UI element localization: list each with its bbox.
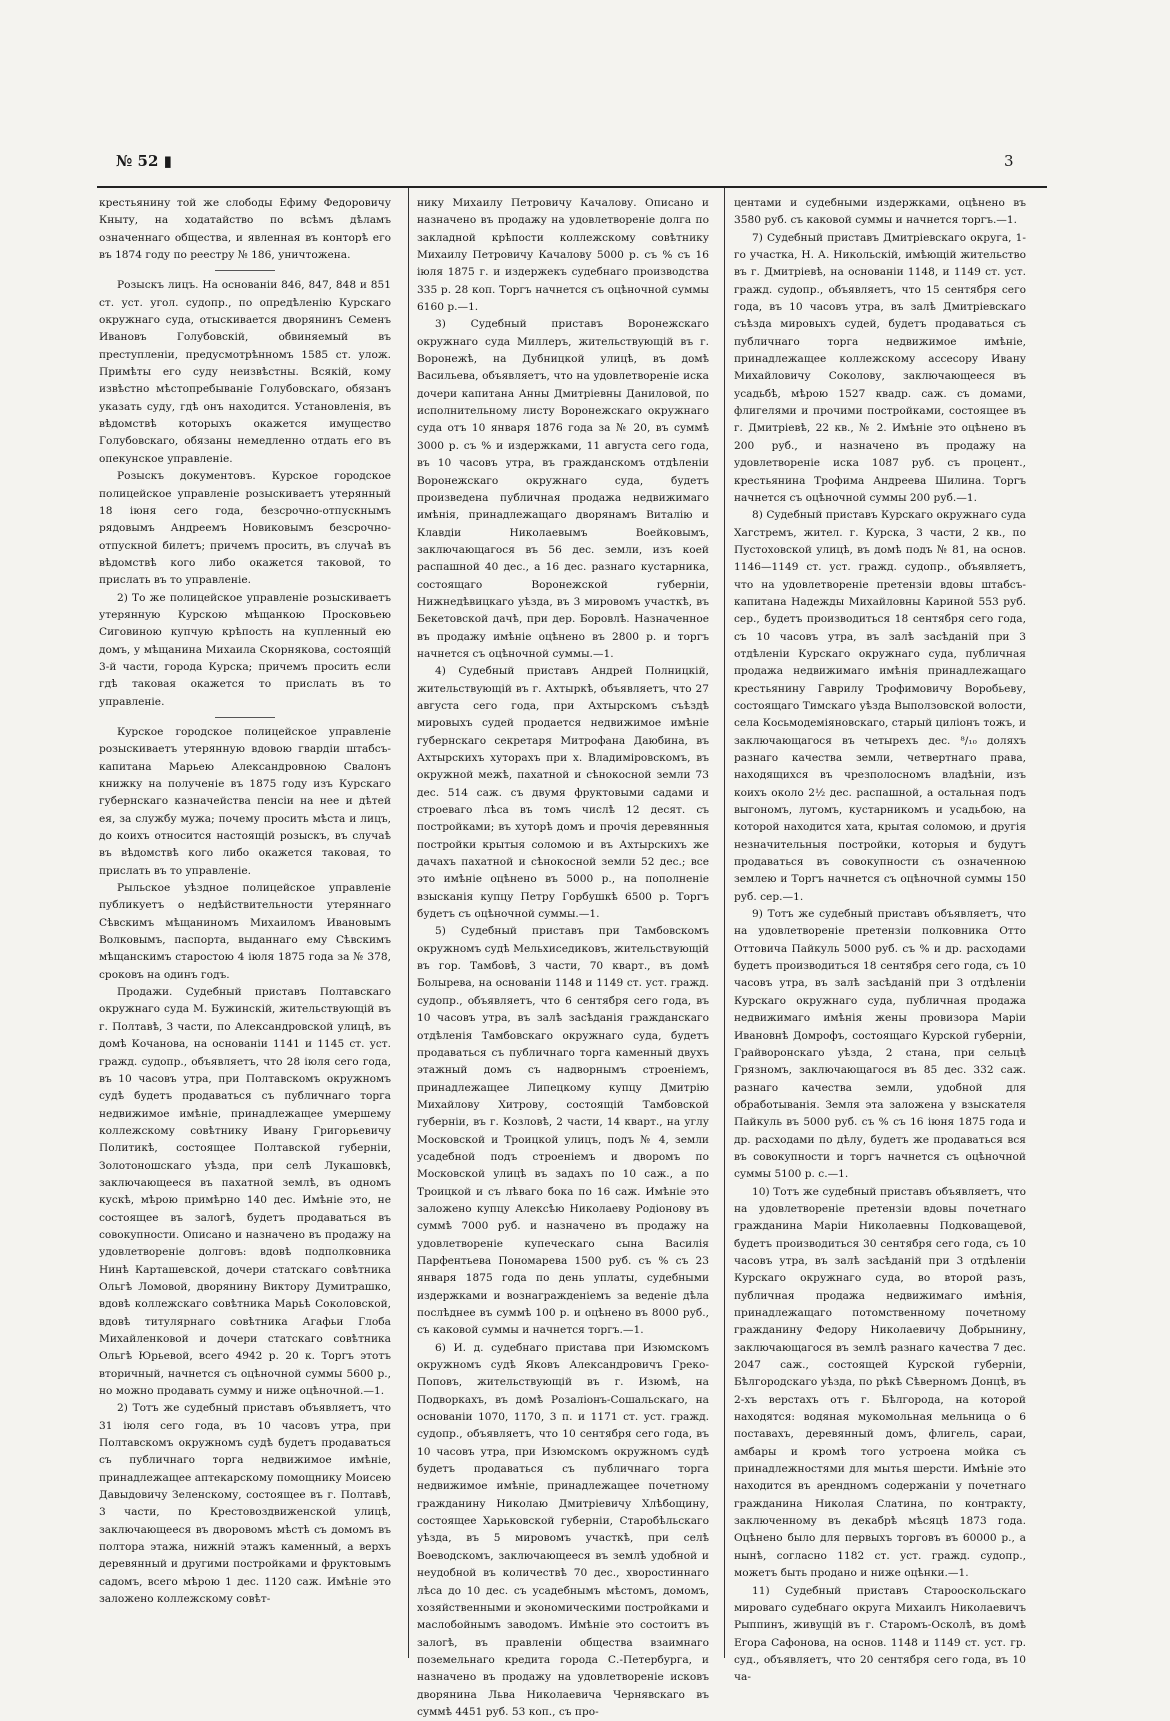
paragraph: 2) Тотъ же судебный приставъ объявляетъ, что 31 іюля сего года, въ 10 часовъ утра, при Полтавскомъ окружномъ судѣ будетъ продаваться съ публичнаго торга недвижимое имѣніе, принадлежащее аптекарскому помощнику Моисею Давыдовичу Зеленскому, состоящее въ г. Полтавѣ, 3 части, по Крестовоздвиженской улицѣ, заключающееся въ дворовомъ мѣстѣ съ домомъ въ полтора этажа, нижній этажъ каменный, а верхъ деревянный и другими постройками и фруктовымъ садомъ, всего мѣрою 1 дес. 1120 саж. Имѣніе это заложено коллежскому совѣт- xyxy=(99,1402,391,1606)
column-1 xyxy=(99,195,391,1655)
paragraph: Продажи. Судебный приставъ Полтавскаго окружнаго суда М. Бужинскій, жительствующій въ г. Полтавѣ, 3 части, по Александровской улицѣ, въ домѣ Кочанова, на основаніи 1141 и 1145 ст. уст. гражд. судопр., объявляетъ, что 28 іюля сего года, въ 10 часовъ утра, при Полтавскомъ окружномъ судѣ будетъ продаваться съ публичнаго торга недвижимое имѣніе, принадлежащее умершему коллежскому совѣтнику Ивану Григорьевичу Политикѣ, состоящее Полтавской губерніи, Золотоношскаго уѣзда, при селѣ Лукашовкѣ, заключающееся въ пахатной землѣ, въ одномъ кускѣ, мѣрою примѣрно 140 дес. Имѣніе это, не состоящее въ залогѣ, будетъ продаваться въ совокупности. Описано и назначено въ продажу на удовлетвореніе долговъ: вдовѣ подполковника Нинѣ Карташевской, дочери статскаго совѣтника Ольгѣ Ломовой, дворянину Виктору Думитрашко, вдовѣ коллежскаго совѣтника Марьѣ Соколовской, вдовѣ титулярнаго совѣтника Агафьи Глоба Михайленковой и дочери статскаго совѣтника Ольгѣ Юрьевой, всего 4942 р. 20 к. Торгъ этотъ вторичный, начнется съ оцѣночной суммы 5600 р., но можно продавать сумму и ниже оцѣночной.—1. xyxy=(99,986,391,1398)
separator xyxy=(215,717,275,718)
paragraph: 3) Судебный приставъ Воронежскаго окружнаго суда Миллеръ, жительствующій въ г. Воронежѣ, на Дубницкой улицѣ, въ домѣ Васильева, объявляетъ, что на удовлетвореніе иска дочери капитана Анны Дмитріевны Даниловой, по исполнительному листу Воронежскаго окружнаго суда отъ 10 января 1876 года за № 20, въ суммѣ 3000 р. съ % и издержками, 11 августа сего года, въ 10 часовъ утра, въ гражданскомъ отдѣленіи Воронежскаго окружнаго суда, будетъ произведена публичная продажа недвижимаго имѣнія, принадлежащаго дворянамъ Виталію и Клавдіи Николаевымъ Воейковымъ, заключающагося въ 56 дес. земли, изъ коей распашной 40 дес., а 16 дес. разнаго кустарника, состоящаго Воронежской губерніи, Нижнедѣвицкаго уѣзда, въ 3 мировомъ участкѣ, въ Бекетовской дачѣ, при дер. Боровлѣ. Назначенное въ продажу имѣніе оцѣнено въ 2800 р. и торгъ начнется съ оцѣночной суммы.—1. xyxy=(417,318,709,660)
paragraph: 10) Тотъ же судебный приставъ объявляетъ, что на удовлетвореніе претензіи вдовы почетнаго гражданина Маріи Николаевны Подковащевой, будетъ производиться 30 сентября сего года, съ 10 часовъ утра, въ залѣ засѣданій при 3 отдѣленіи Курскаго окружнаго суда, во второй разъ, публичная продажа недвижимаго имѣнія, принадлежащаго потомственному почетному гражданину Федору Николаевичу Добрынину, заключающагося въ землѣ разнаго качества 7 дес. 2047 саж., состоящей Курской губерніи, Бѣлгородскаго уѣзда, по рѣкѣ Сѣверномъ Донцѣ, въ 2-хъ верстахъ отъ г. Бѣлгорода, на которой находятся: водяная мукомольная мельница о 6 поставахъ, деревянный домъ, флигель, сараи, амбары и кромѣ того устроена мойка съ принадлежностями для мытья шерсти. Имѣніе это находится въ арендномъ содержаніи у почетнаго гражданина Николая Слатина, по контракту, заключенному въ декабрѣ мѣсяцѣ 1873 года. Оцѣнено было для первыхъ торговъ въ 60000 р., а нынѣ, согласно 1182 ст. уст. гражд. судопр., можетъ быть продано и ниже оцѣнки.—1. xyxy=(734,1185,1026,1580)
paragraph: 8) Судебный приставъ Курскаго окружнаго суда Хагстремъ, жител. г. Курска, 3 части, 2 кв., по Пустоховской улицѣ, въ домѣ подъ № 81, на основ. 1146—1149 ст. уст. гражд. судопр., объявляетъ, что на удовлетвореніе претензіи вдовы штабсъ-капитана Надежды Михайловны Кариной 553 руб. сер., будетъ производиться 18 сентября сего года, съ 10 часовъ утра, въ залѣ засѣданій при 3 отдѣленіи Курскаго окружнаго суда, публичная продажа недвижимаго имѣнія принадлежащаго крестьянину Гаврилу Трофимовичу Воробьеву, состоящаго Тимскаго уѣзда Выползовской волости, села Косьмодеміяновскаго, старый циліонъ тожъ, и заключающагося въ четырехъ дес. ⁸/₁₀ доляхъ разнаго качества земли, четвертнаго права, находящихся въ чрезполосномъ владѣніи, изъ коихъ около 2½ дес. распашной, а остальная подъ выгономъ, лугомъ, кустарникомъ и усадьбою, на которой находится хата, крытая соломою, и другія незначительныя постройки, которыя и будутъ продаваться въ совокупности съ означенною землею и Торгъ начнется съ оцѣночной суммы 150 руб. сер.—1. xyxy=(734,509,1026,903)
column-3 xyxy=(734,195,1026,1684)
paragraph: Розыскъ лицъ. На основаніи 846, 847, 848 и 851 ст. уст. угол. судопр., по опредѣленію Курскаго окружнаго суда, отыскивается дворянинъ Семенъ Ивановъ Голубовскій, обвиняемый въ преступленіи, предусмотрѣнномъ 1585 ст. улож. Примѣты его суду неизвѣстны. Всякій, кому извѣстно мѣстопребываніе Голубовскаго, обязанъ указать суду, гдѣ онъ находится. Установленія, въ вѣдомствѣ которыхъ окажется имущество Голубовскаго, обязаны немедленно отдать его въ опекунское управленіе. xyxy=(99,279,391,465)
separator xyxy=(215,270,275,271)
paragraph: 6) И. д. судебнаго пристава при Изюмскомъ окружномъ судѣ Яковъ Александровичъ Греко-Поповъ, жительствующій въ г. Изюмѣ, на Подворкахъ, въ домѣ Розаліонъ-Сошальскаго, на основаніи 1070, 1170, 3 п. и 1171 ст. уст. гражд. судопр., объявляетъ, что 10 сентября сего года, въ 10 часовъ утра, при Изюмскомъ окружномъ судѣ будетъ продаваться съ публичнаго торга недвижимое имѣніе, принадлежащее почетному гражданину Николаю Дмитріевичу Хлѣбощину, состоящее Харьковской губерніи, Старобѣльскаго уѣзда, въ 5 мировомъ участкѣ, при селѣ Воеводскомъ, заключающееся въ землѣ удобной и неудобной въ количествѣ 70 дес., хворостиннаго лѣса до 10 дес. съ усадебнымъ мѣстомъ, домомъ, хозяйственными и экономическими постройками и маслобойнымъ заводомъ. Имѣніе это состоитъ въ залогѣ, въ правленіи общества взаимнаго поземельнаго кредита города С.-Петербурга, и назначено въ продажу на удовлетвореніе исковъ дворянина Льва Николаевича Чернявскаго въ суммѣ 4451 руб. 53 коп., съ про- xyxy=(417,1341,709,1718)
issue-number: № 52 ▮ xyxy=(116,152,172,170)
paragraph: крестьянину той же слободы Ефиму Федоровичу Кныту, на ходатайство по всѣмъ дѣламъ означеннаго общества, и явленная въ конторѣ его въ 1874 году по реестру № 186, уничтожена. xyxy=(99,197,391,262)
paragraph: Рыльское уѣздное полицейское управленіе публикуетъ о недѣйствительности утеряннаго Сѣвскимъ мѣщаниномъ Михаиломъ Ивановымъ Волковымъ, паспорта, выданнаго ему Сѣвскимъ мѣщанскимъ старостою 4 іюля 1875 года за № 378, сроковъ на одинъ годъ. xyxy=(99,882,391,981)
paragraph: нику Михаилу Петровичу Качалову. Описано и назначено въ продажу на удовлетвореніе долга по закладной крѣпости коллежскому совѣтнику Михаилу Петровичу Качалову 5000 р. съ % съ 16 іюля 1875 г. и издержекъ судебнаго производства 335 р. 28 коп. Торгъ начнется съ оцѣночной суммы 6160 р.—1. xyxy=(417,197,709,314)
paragraph: Розыскъ документовъ. Курское городское полицейское управленіе розыскиваетъ утерянный 18 іюня сего года, безсрочно-отпускнымъ рядовымъ Андреемъ Новиковымъ безсрочно-отпускной билетъ; причемъ просить, въ случаѣ въ вѣдомствѣ кого либо окажется таковой, то прислать въ то управленіе. xyxy=(99,470,391,587)
paragraph: центами и судебными издержками, оцѣнено въ 3580 руб. съ каковой суммы и начнется торгъ.—1. xyxy=(734,197,1026,227)
paragraph: 2) То же полицейское управленіе розыскиваетъ утерянную Курскою мѣщанкою Просковьею Сиговиною купчую крѣпость на купленный ею домъ, у мѣщанина Михаила Скорнякова, состоящій 3-й части, города Курска; причемъ просить если гдѣ таковая окажется то прислать въ то управленіе. xyxy=(99,591,391,708)
header-rule xyxy=(97,186,1047,188)
column-divider xyxy=(408,188,409,1658)
paragraph: Курское городское полицейское управленіе розыскиваетъ утерянную вдовою гвардіи штабсъ-капитана Марьею Александровною Свалонъ книжку на полученіе въ 1875 году изъ Курскаго губернскаго казначейства пенсіи на нее и дѣтей ея, за службу мужа; почему просить мѣста и лицъ, до коихъ относится настоящій розыскъ, въ случаѣ въ вѣдомствѣ кого либо окажется таковая, то прислать въ то управленіе. xyxy=(99,725,391,877)
paragraph: 7) Судебный приставъ Дмитріевскаго округа, 1-го участка, Н. А. Никольскій, имѣющій жительство въ г. Дмитріевѣ, на основаніи 1148, и 1149 ст. уст. гражд. судопр., объявляетъ, что 15 сентября сего года, въ 10 часовъ утра, въ залѣ Дмитріевскаго съѣзда мировыхъ судей, будетъ продаваться съ публичнаго торга недвижимое имѣніе, принадлежащее коллежскому ассесору Ивану Михайловичу Соколову, заключающееся въ усадьбѣ, мѣрою 1527 квадр. саж. съ домами, флигелями и прочими постройками, состоящее въ г. Дмитріевѣ, 22 кв., № 2. Имѣніе это оцѣнено въ 200 руб., и назначено въ продажу на удовлетвореніе иска 1087 руб. съ процент., крестьянина Трофима Андреева Шилина. Торгъ начнется съ оцѣночной суммы 200 руб.—1. xyxy=(734,231,1026,504)
paragraph: 4) Судебный приставъ Андрей Полницкій, жительствующій въ г. Ахтыркѣ, объявляетъ, что 27 августа сего года, при Ахтырскомъ съѣздѣ мировыхъ судей продается недвижимое имѣніе губернскаго секретаря Митрофана Даюбина, въ Ахтырскихъ хуторахъ при х. Владиміровскомъ, въ окружной межѣ, пахатной и сѣнокосной земли 73 дес. 514 саж. съ двумя фруктовыми садами и строеваго лѣса въ томъ числѣ 12 десят. съ постройками; въ хуторѣ домъ и прочія деревянныя постройки крытыя соломою и въ Ахтырскихъ же дачахъ пахатной и сѣнокосной земли 52 дес.; все это имѣніе оцѣнено въ 5000 р., на пополненіе взысканія купцу Петру Горбушкѣ 6500 р. Торгъ будетъ съ оцѣночной суммы.—1. xyxy=(417,665,709,921)
column-divider xyxy=(724,188,725,1658)
page-number: 3 xyxy=(1004,152,1014,170)
paragraph: 5) Судебный приставъ при Тамбовскомъ окружномъ судѣ Мельхиседиковъ, жительствующій въ гор. Тамбовѣ, 3 части, 70 кварт., въ домѣ Болырева, на основаніи 1148 и 1149 ст. уст. гражд. судопр., объявляетъ, что 6 сентября сего года, въ 10 часовъ утра, въ залѣ засѣданія гражданскаго отдѣленія Тамбовскаго окружнаго суда, будетъ продаваться съ публичнаго торга каменный двухъ этажный домъ съ надворнымъ строеніемъ, принадлежащее Липецкому купцу Дмитрію Михайлову Хитрову, состоящій Тамбовской губерніи, въ г. Козловѣ, 2 части, 14 кварт., на углу Московской и Троицкой улицъ, подъ № 4, земли усадебной подъ строеніемъ и дворомъ по Московской улицѣ въ задахъ по 10 саж., а по Троицкой и съ лѣваго бока по 16 саж. Имѣніе это заложено купцу Алексѣю Николаеву Родіонову въ суммѣ 7000 руб. и назначено въ продажу на удовлетвореніе купеческаго сына Василія Парфентьева Пономарева 1500 руб. съ % съ 23 января 1875 года по день уплаты, судебными издержками и вознагражденіемъ за веденіе дѣла послѣднее въ суммѣ 100 р. и оцѣнено въ 8000 руб., съ каковой суммы и начнется торгъ.—1. xyxy=(417,925,709,1337)
paragraph: 9) Тотъ же судебный приставъ объявляетъ, что на удовлетвореніе претензіи полковника Отто Оттовича Пайкуль 5000 руб. съ % и др. расходами будетъ производиться 18 сентября сего года, съ 10 часовъ утра, въ залѣ засѣданій при 3 отдѣленіи Курскаго окружнаго суда, публичная продажа недвижимаго имѣнія жены провизора Маріи Ивановнѣ Домрофъ, состоящаго Курской губерніи, Грайворонскаго уѣзда, 2 стана, при сельцѣ Грязномъ, заключающагося въ 85 дес. 332 саж. разнаго качества земли, удобной для обработыванія. Земля эта заложена у взыскателя Пайкуль въ 5000 руб. съ % съ 16 іюня 1875 года и др. расходами по дѣлу, будетъ же продаваться вся въ совокупности и торгъ начнется съ оцѣночной суммы 5100 р. с.—1. xyxy=(734,908,1026,1181)
column-2 xyxy=(417,195,709,1718)
paragraph: 11) Судебный приставъ Старооскольскаго мироваго судебнаго округа Михаилъ Николаевичъ Рыппинъ, живущій въ г. Старомъ-Осколѣ, въ домѣ Егора Сафонова, на основ. 1148 и 1149 ст. уст. гр. суд., объявляетъ, что 20 сентября сего года, въ 10 ча- xyxy=(734,1584,1026,1684)
